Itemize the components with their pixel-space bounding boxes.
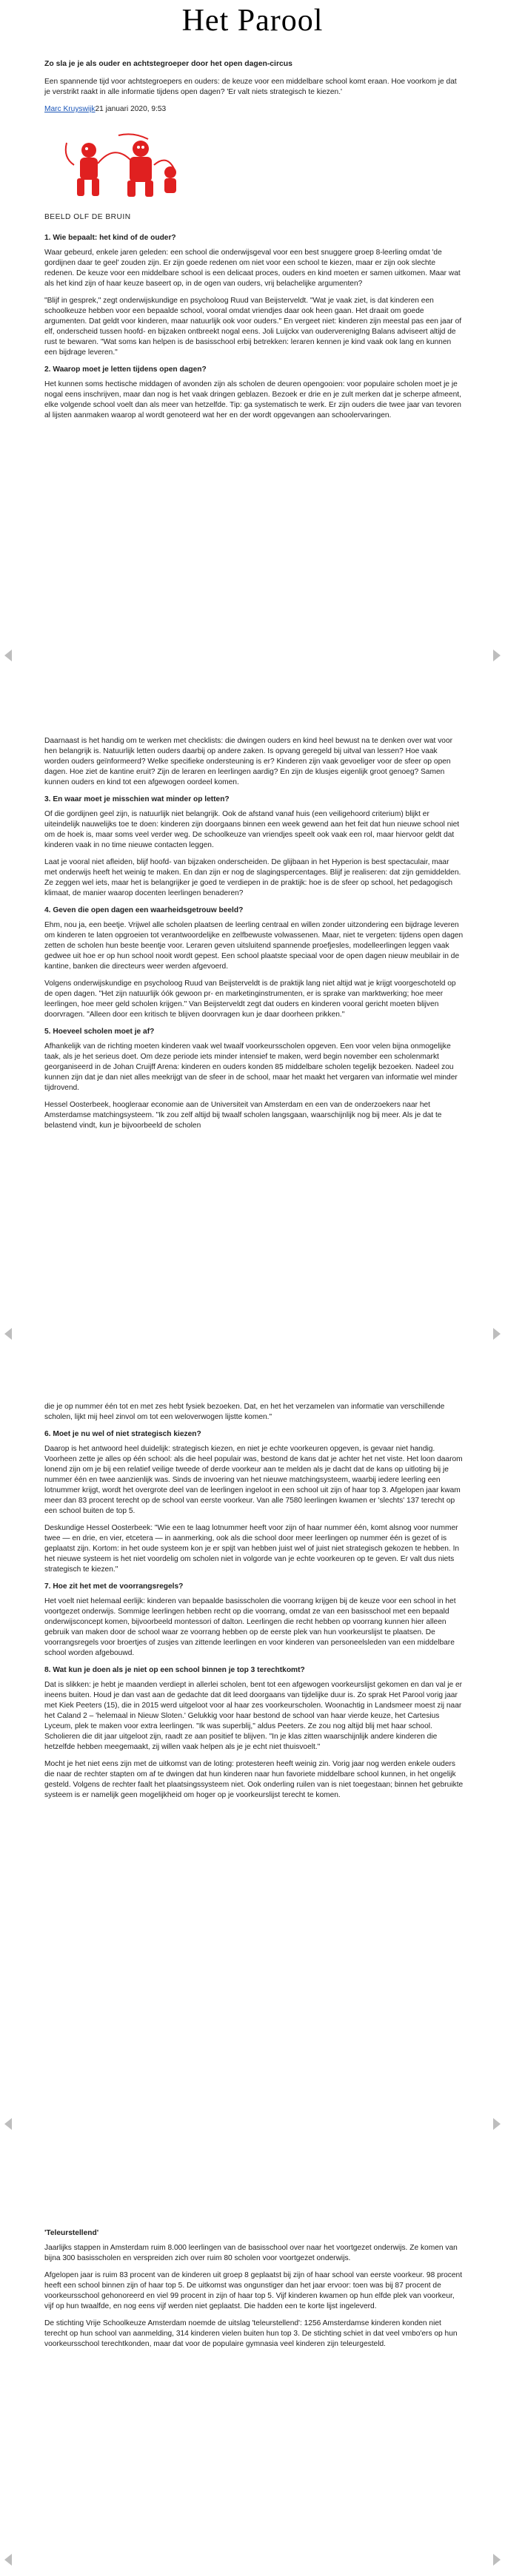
paragraph: Jaarlijks stappen in Amsterdam ruim 8.000 leerlingen van de basisschool over naar het voortgezet onderwijs. Ze komen van bijna 300 basisscholen en verspreiden zich over ruim 80 scholen voor voortgezet onderwijs.: [44, 2244, 458, 2262]
prev-page-icon[interactable]: [4, 2118, 12, 2130]
paragraph: Afhankelijk van de richting moeten kinderen vaak wel twaalf voorkeursscholen opgeven. Een voor velen bijna onmogelijke taak, als je het serieus doet. Om deze periode iets minder intensief te maken, werd begin november een scholenmarkt georganiseerd in de Johan Cruijff Arena: kinderen en ouders konden 85 middelbare scholen tegelijk bezoeken. Nadeel zou kunnen zijn dat je dan niet alles meekrijgt van de sfeer in de school, maar het maakt het vergaren van informatie wel minder tijdrovend.: [44, 1042, 458, 1092]
paragraph: "Blijf in gesprek," zegt onderwijskundige en psycholoog Ruud van Beijsterveldt. "Wat je vaak ziet, is dat kinderen een schoolkeuze hebben voor een bepaalde school, vooral omdat vriendjes daar ook heen gaan. Het draait om goede argumenten. Dat geldt voor kinderen, maar natuurlijk ook voor ouders." En vergeet niet: kinderen zijn meestal pas een jaar of elf, onderscheid tussen hoofd- en bijzaken ontbreekt nogal eens. Joli Luijckx van ouderverenigIng Balans adviseert altijd de rust te bewaren. "Wat soms kan helpen is de basisschool erbij betrekken: leraren kennen je kind vaak ook lang en kunnen een bijdrage leveren.": [44, 297, 462, 357]
page-4: [0, 2228, 505, 2576]
paragraph: Afgelopen jaar is ruim 83 procent van de kinderen uit groep 8 geplaatst bij zijn of haar school van eerste voorkeur. 98 procent heeft een school binnen zijn of haar top 5. De uitkomst was ongunstiger dan het jaar ervoor: toen was bij 87 procent de voorkeursschool gehonoreerd en viel 99 procent in zijn of haar top 5. Vijf kinderen kwamen op hun elfde plek van voorkeur, vijf op hun twaalfde, en nog eens vijf werden niet geplaatst. Die hadden een te korte lijst ingeleverd.: [44, 2271, 463, 2310]
paragraph: Mocht je het niet eens zijn met de uitkomst van de loting: protesteren heeft weinig zin. Vorig jaar nog werden enkele ouders die naar de rechter stapten om af te dwingen dat hun kinderen naar hun favoriete middelbare school kunnen, in het ongelijk gesteld. Volgens de rechter faalt het plaatsingssysteem niet. Ook onderling ruilen van is niet toegestaan; binnen het gebruikte systeem is er namelijk geen mogelijkheid om hoger op je voorkeurslijst terecht te komen.: [44, 1760, 464, 1799]
section-heading: 7. Hoe zit het met de voorrangsregels?: [44, 1582, 184, 1591]
section-heading: 6. Moet je nu wel of niet strategisch kiezen?: [44, 1430, 201, 1438]
section-heading: 'Teleurstellend': [44, 2229, 99, 2237]
section-heading: 4. Geven die open dagen een waarheidsgetrouw beeld?: [44, 906, 244, 914]
page-1: [0, 0, 505, 662]
publish-date: 21 januari 2020, 9:53: [95, 105, 167, 113]
paragraph: De stichting Vrije Schoolkeuze Amsterdam noemde de uitslag 'teleurstellend': 1256 Amsterdamse kinderen konden niet terecht op hun school van aanmelding, 314 kinderen vielen buiten hun top 3. De stichting schiet in dat veel vmbo'ers op hun voorkeursschool terechtkonden, maar dat voor de populaire gymnasia veel kinderen zijn teleurgesteld.: [44, 2319, 458, 2348]
author-link[interactable]: Marc Kruyswijk: [44, 105, 96, 113]
prev-page-icon[interactable]: [4, 650, 12, 661]
paragraph: Daarnaast is het handig om te werken met checklists: die dwingen ouders en kind heel bewust na te denken over wat voor hen belangrijk is. Natuurlijk letten ouders daarbij op andere zaken. Is opvang geregeld bij uitval van lessen? Hoe vaak worden ouders geïnformeerd? Welke specifieke ondersteuning is er? Kinderen zijn vaak gevoeliger voor de sfeer op open dagen. Hoe ziet de kantine eruit? Zijn de leraren en leerlingen aardig? En zijn de klusjes eigenlijk groot genoeg? Samen kunnen ouders en kind tot een afgewogen oordeel komen.: [44, 737, 453, 786]
section-heading: 2. Waarop moet je letten tijdens open dagen?: [44, 365, 207, 374]
paragraph: Deskundige Hessel Oosterbeek: "Wie een te laag lotnummer heeft voor zijn of haar nummer één, komt alsnog voor nummer twee — en drie, en vier, etcetera — in aanmerking, ook als die school door meer leerlingen op nummer één is gezet of is geplaatst zijn. Kortom: in het oude systeem kon je er spijt van hebben juist wel of juist niet strategisch gekozen te hebben. In het nieuwe systeem is het niet voordelig om scholen niet in volgorde van je echte voorkeuren op te geven. Er valt dus niets strategisch te kiezen.": [44, 1524, 460, 1574]
paragraph: Volgens onderwijskundige en psycholoog Ruud van Beijsterveldt is de praktijk lang niet altijd wat je krijgt voorgeschoteld op de open dagen. "Het zijn natuurlijk óók gewoon pr- en marketinginstrumenten, er is sprake van marktwerking; hoe meer leerlingen, hoe meer geld scholen krijgen." Van Beijsterveldt zegt dat ouders en kinderen vooral gericht moeten blijven doorvragen. "Alleen door een kritisch te blijven doorvragen kun je daar doorheen prikken.": [44, 980, 456, 1019]
page-3: [0, 1402, 505, 2157]
next-page-icon[interactable]: [493, 2554, 501, 2566]
page-3-content: [44, 1402, 464, 1807]
article-intro: Een spannende tijd voor achtstegroepers en ouders: de keuze voor een middelbare school komt eraan. Hoe voorkom je dat je verstrikt raakt in alle informatie tijdens open dagen? 'Er valt niets strategisch te kiezen.': [44, 78, 457, 96]
paragraph: Of die gordijnen geel zijn, is natuurlijk niet belangrijk. Ook de afstand vanaf huis (een veiligehoord criterium) blijkt er uiteindelijk nauwelijks toe te doen: kinderen zijn doorgaans binnen een week gewend aan het feit dat hun nieuwe school niet om de hoek is, maar soms veel verder weg. De schoolkeuze van vriendjes speelt ook vaak een rol, maar hiervoor geldt dat kinderen vaak in no time nieuwe contacten leggen.: [44, 810, 460, 849]
page-1-body: [44, 233, 464, 421]
next-page-icon[interactable]: [493, 1328, 501, 1340]
paragraph: Daarop is het antwoord heel duidelijk: strategisch kiezen, en niet je echte voorkeuren opgeven, is gevaar niet handig. Voorheen zette je alles op één school: als die heel populair was, bestond de kans dat je achter het net viste. Het loon daarom lonend zijn om je bij een relatief veilige tweede of derde voorkeur aan te melden als je dacht dat de kans op uitloting bij je nummer één en twee aanzienlijk was. Sinds de invoering van het nieuwe matchingsysteem, waarbij iedere leerling een lotnummer krijgt, wordt het overgrote deel van de leerlingen ingeloot in een school uit zijn of haar top 3. Afgelopen jaar kwam meer dan 83 procent terecht op de school van eerste voorkeur. Van alle 7580 leerlingen kwamen er 'slechts' 137 terecht op een school buiten de top 5.: [44, 1445, 463, 1515]
paragraph: Het voelt niet helemaal eerlijk: kinderen van bepaalde basisscholen die voorrang krijgen bij de keuze voor een school in het voortgezet onderwijs. Sommige leerlingen hebben recht op die voorrang, omdat ze van een basisschool met een bepaald onderwijsconcept komen, bijvoorbeeld montessori of dalton. Leerlingen die recht hebben op voorrang kunnen hier alleen gebruik van maken door de school waar ze voorrang hebben op de eerste plek van hun voorkeurslijst te plaatsen. De voorrangsregels voor broertjes of zusjes van zittende leerlingen en voor kinderen van personeelsleden van een middelbare school worden afgebouwd.: [44, 1597, 456, 1657]
next-page-icon[interactable]: [493, 650, 501, 661]
next-page-icon[interactable]: [493, 2118, 501, 2130]
article-illustration: [44, 128, 193, 202]
page-2: [0, 736, 505, 1335]
masthead: Het Parool: [181, 4, 324, 38]
paragraph: Het kunnen soms hectische middagen of avonden zijn als scholen de deuren opengooien: voor populaire scholen moet je je nogal eens inschrijven, maar dan nog is het vaak dringen geblazen. Bezoek er drie en je zult merken dat je scherpe afmeent, elke volgende school voelt dan als meer van hetzelfde. Tip: ga systematisch te werk. Er zijn ouders die twee jaar van tevoren al lijsten aanmaken waarop al wordt genoteerd wat her en der wordt opgevangen aan schoolervaringen.: [44, 380, 461, 419]
paragraph: Dat is slikken: je hebt je maanden verdiept in allerlei scholen, bent tot een afgewogen voorkeurslijst gekomen en dan val je er ineens buiten. Houd je dan vast aan de gedachte dat dit leed doorgaans van tijdelijke duur is. Zo sprak Het Parool vorig jaar met Kiek Peeters (15), die in 2015 werd uitgeloot voor al haar zes voorkeurscholen. Woonachtig in Landsmeer moest zij naar het Caland 2 – 'helemaal in Nieuw Sloten.' Gelukkig voor haar bestond de school van haar vierde keuze, het Cartesius Lyceum, plek te maken voor extra leerlingen. "Ik was superblij," aldus Peeters. Ze zou nog altijd blij met haar school. Scholieren die dit jaar uitgeloot zijn, raadt ze aan positief te blijven. "In je klas zitten waarschijnlijk andere kinderen die hetzelfde hebben meegemaakt, zij willen vaak helpen als je je echt niet thuisvoelt.": [44, 1681, 463, 1751]
paragraph: Waar gebeurd, enkele jaren geleden: een school die onderwijsgeval voor een best snuggere groep 8-leerling omdat 'de gordijnen daar te geel' zouden zijn. Er zijn goede redenen om niet voor een school te kiezen, maar er zijn ook slechte redenen. De keuze voor een middelbare school is een delicaat proces, ouders en kind moeten er samen uitkomen. Maar wat als het kind zijn of haar keuze baseert op, in de ogen van ouders, vrij belachelijke argumenten?: [44, 249, 461, 288]
paragraph: Ehm, nou ja, een beetje. Vrijwel alle scholen plaatsen de leerling centraal en willen zonder uitzondering een bijdrage leveren om kinderen te laten opgroeien tot verantwoordelijke en zelfbewuste volwassenen. Maar, niet te vergeten: tijdens open dagen zetten de scholen hun beste beentje voor. Leraren geven uitsluitend spannende proefjesles, modelleerlingen leggen vaak gedwee uit hoe er op hun school nooit wordt gepest. Een school plaatste speciaal voor de open dagen nieuw meubilair in de kantine, banken die directeurs weer werden afgevoerd.: [44, 921, 464, 971]
page-4-content: [44, 2228, 464, 2356]
article-title: Zo sla je je als ouder en achtstegroeper door het open dagen-circus: [44, 60, 292, 68]
prev-page-icon[interactable]: [4, 1328, 12, 1340]
page-1-content: [44, 59, 464, 428]
section-heading: 8. Wat kun je doen als je niet op een school binnen je top 3 terechtkomt?: [44, 1666, 305, 1674]
paragraph: Hessel Oosterbeek, hoogleraar economie aan de Universiteit van Amsterdam en een van de onderzoekers naar het Amsterdamse matchingsysteem. "Ik zou zelf altijd bij twaalf scholen langsgaan, waarschijnlijk nog bij meer. Als je dat te belastend vindt, kun je bijvoorbeeld de scholen: [44, 1101, 442, 1130]
section-heading: 3. En waar moet je misschien wat minder op letten?: [44, 795, 230, 803]
byline: [44, 104, 464, 115]
paragraph: Laat je vooral niet afleiden, blijf hoofd- van bijzaken onderscheiden. De glijbaan in het Hyperion is best spectaculair, maar met onderwijs heeft het weinig te maken. En dan zijn er nog de slagingspercentages. Blijf je realiseren: dat zijn gemiddelden. Ze zeggen wel iets, maar het is belangrijker je goed te verdiepen in de praktijk: hoe is de sfeer op school, het pedagogisch klimaat, de manier waarop docenten leerlingen benaderen?: [44, 858, 461, 897]
section-heading: 1. Wie bepaalt: het kind of de ouder?: [44, 234, 176, 242]
page-2-content: [44, 736, 464, 1138]
image-caption: BEELD OLF DE BRUIN: [44, 213, 131, 221]
paragraph: die je op nummer één tot en met zes hebt fysiek bezoeken. Dat, en het het verzamelen van informatie van verschillende scholen, lijkt mij heel zinvol om tot een weloverwogen lijstte komen.": [44, 1403, 445, 1421]
section-heading: 5. Hoeveel scholen moet je af?: [44, 1028, 155, 1036]
prev-page-icon[interactable]: [4, 2554, 12, 2566]
